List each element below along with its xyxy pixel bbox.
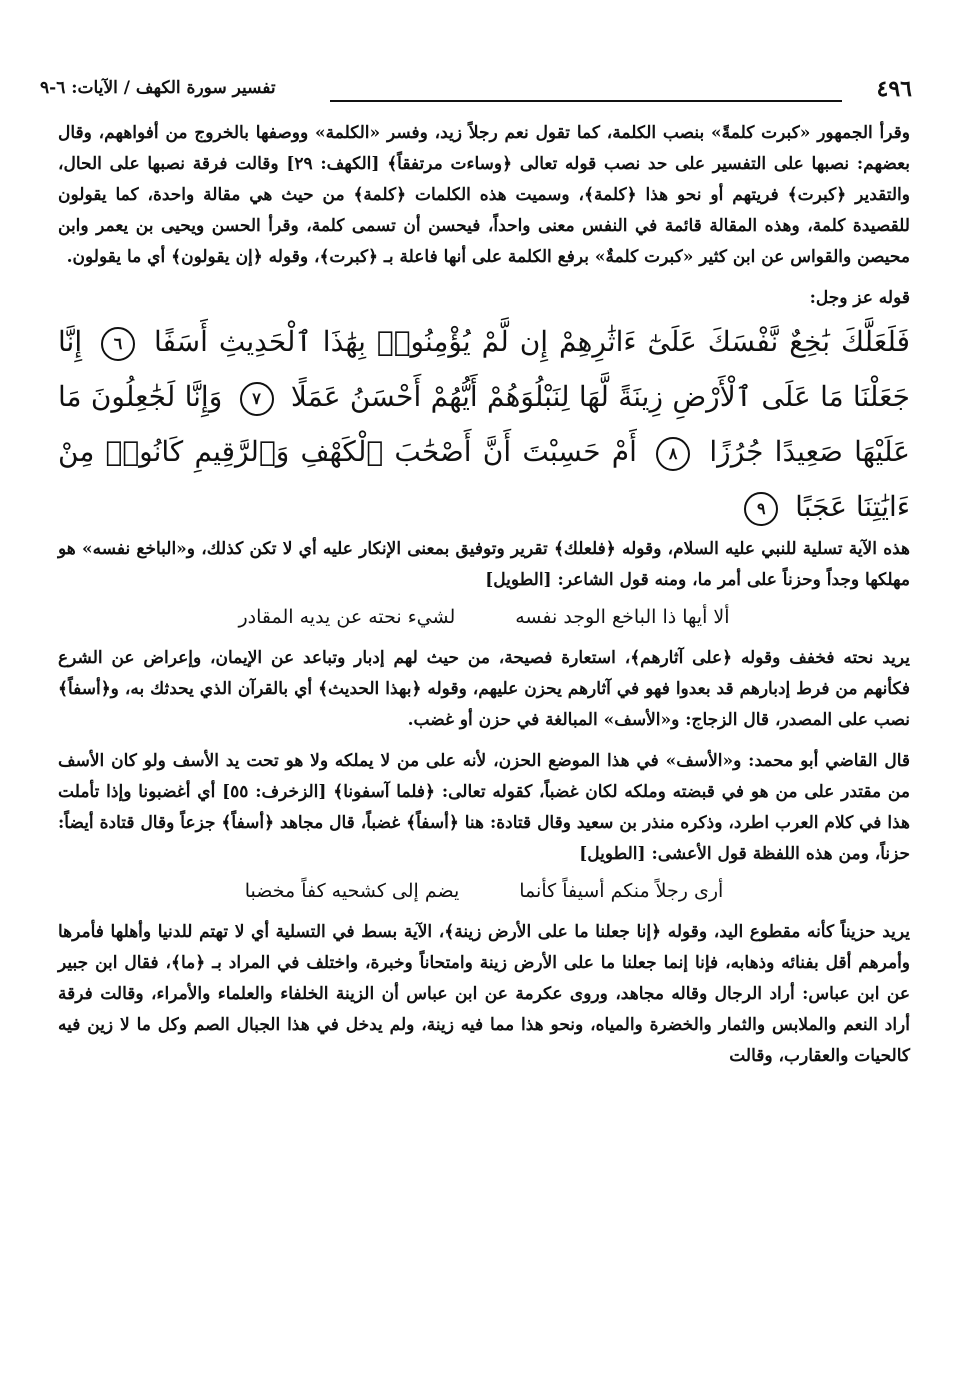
poem-line <box>58 602 910 633</box>
poem-hemistich: أرى رجلاً منكم أسيفاً كأنما <box>519 880 724 902</box>
quran-verses <box>58 314 910 534</box>
quran-verse-text: وَإِنَّا لَجَٰعِلُونَ مَا عَلَيْهَا صَعِيدًا جُرُزًا <box>58 380 910 468</box>
quran-verse-text: فَلَعَلَّكَ بَٰخِعٌ نَّفْسَكَ عَلَىٰٓ ءَاثَٰرِهِمْ إِن لَّمْ يُؤْمِنُوا۟ بِهَٰذَا ٱلْحَدِيثِ أَسَفًا <box>153 325 910 358</box>
poem-hemistich: يضم إلى كشحيه كفاً مخضبا <box>244 880 460 902</box>
header-rule <box>330 100 842 102</box>
poem-hemistich: ألا أيها ذا الباخع الوجد نفسه <box>515 606 730 628</box>
header-title: تفسير سورة الكهف / الآيات: ٦-٩ <box>40 78 276 98</box>
quran-verse-text: إِنَّا جَعَلْنَا مَا عَلَى ٱلْأَرْضِ زِينَةً لَّهَا لِنَبْلُوَهُمْ أَيُّهُمْ أَحْسَنُ عَمَلًا <box>58 325 910 413</box>
paragraph: يريد نحته فخفف وقوله ﴿على آثارهم﴾، استعارة فصيحة، من حيث لهم إدبار وتباعد عن الإيمان، وإعراض عن الشرع فكأنهم من فرط إدبارهم قد بعدوا فهو في آثارهم يحزن عليهم، وقوله ﴿بهذا الحديث﴾ أي بالقرآن الذي يحدثك به، و﴿أسفاً﴾ نصب على المصدر، قال الزجاج: و«الأسف» المبالغة في حزن أو غضب. <box>58 648 910 730</box>
poem-line <box>58 876 910 907</box>
verse-number-marker: ٨ <box>656 437 690 471</box>
page-number: ٤٩٦ <box>876 76 912 102</box>
poem-hemistich: لشيء نحته عن يديه المقادر <box>238 606 456 628</box>
verse-number-marker: ٦ <box>101 327 135 361</box>
body-text <box>58 118 910 1072</box>
paragraph: قال القاضي أبو محمد: و«الأسف» في هذا الموضع الحزن، لأنه على من لا يملكه ولا هو تحت يد الأسف ولو كان الأسف من مقتدر على من هو في قبضته وملكه لكان غضباً، كقوله تعالى: ﴿فلما آسفونا﴾ [الزخرف: ٥٥] أي أغضبونا وإذا تأملت هذا في كلام العرب اطرد، وذكره منذر بن سعيد وقال قتادة: هنا ﴿أسفاً﴾ غضباً، قال مجاهد ﴿أسفاً﴾ جزعاً وقال قتادة أيضاً: حزناً، ومن هذه اللفظة قول الأعشى: [الطويل] <box>58 751 910 864</box>
paragraph: هذه الآية تسلية للنبي عليه السلام، وقوله ﴿فلعلك﴾ تقرير وتوفيق بمعنى الإنكار عليه أي لا تكن كذلك، و«الباخع نفسه» هو مهلكها وجداً وحزناً على أمر ما، ومنه قول الشاعر: [الطويل] <box>58 539 910 590</box>
paragraph: وقرأ الجمهور «كبرت كلمةً» بنصب الكلمة، كما تقول نعم رجلاً زيد، وفسر «الكلمة» ووصفها بالخروج من أفواههم، وقال بعضهم: نصبها على التفسير على حد نصب قوله تعالى ﴿وساءت مرتفقاً﴾ [الكهف: ٢٩] وقالت فرقة نصبها على الحال، والتقدير ﴿كبرت﴾ فريتهم أو نحو هذا ﴿كلمة﴾، وسميت هذه الكلمات ﴿كلمة﴾ من حيث هي مقالة واحدة، كما يقولون للقصيدة كلمة، وهذه المقالة قائمة في النفس معنى واحداً، فيحسن أن تسمى كلمة، وقرأ الحسن ويحيى بن يعمر وابن محيصن والقواس عن ابن كثير «كبرت كلمةٌ» برفع الكلمة على أنها فاعلة بـ ﴿كبرت﴾، وقوله ﴿إن يقولون﴾ أي ما يقولون. <box>58 123 911 267</box>
verse-number-marker: ٧ <box>240 382 274 416</box>
verse-intro: قوله عز وجل: <box>809 288 910 308</box>
verse-number-marker: ٩ <box>744 492 778 526</box>
running-header <box>40 76 912 106</box>
quran-verse-text: أَمْ حَسِبْتَ أَنَّ أَصْحَٰبَ ٱلْكَهْفِ وَٱلرَّقِيمِ كَانُوا۟ مِنْ ءَايَٰتِنَا عَجَبًا <box>58 435 910 523</box>
paragraph: يريد حزيناً كأنه مقطوع اليد، وقوله ﴿إنا جعلنا ما على الأرض زينة﴾، الآية بسط في التسلية أي لا تهتم للدنيا وأهلها فأمرها وأمرهم أقل بفنائه وذهابه، فإنا إنما جعلنا ما على الأرض زينة وامتحاناً وخبرة، واختلف في المراد بـ ﴿ما﴾، فقال ابن جبير عن ابن عباس: أراد الرجال وقاله مجاهد، وروى عكرمة عن ابن عباس أن الزينة الخلفاء والعلماء والأمراء، وقالت فرقة أراد النعم والملابس والثمار والخضرة والمياه، ونحو هذا مما فيه زينة، ولم يدخل في هذا الجبال الصم وكل ما لا زين فيه كالحيات والعقارب، وقالت <box>58 922 910 1066</box>
